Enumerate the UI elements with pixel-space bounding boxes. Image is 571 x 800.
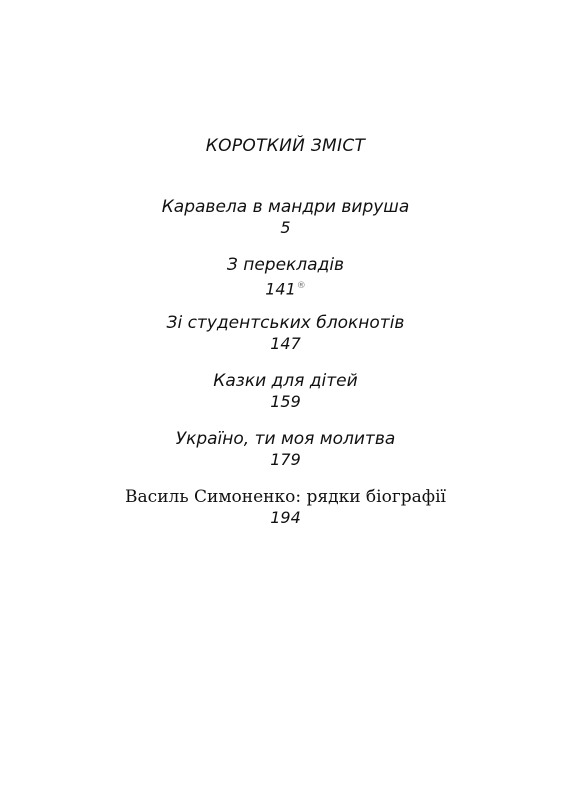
toc-entry-page: 194 (270, 508, 301, 527)
ink-mark: ® (296, 281, 306, 291)
toc-entry (0, 254, 571, 299)
toc-entry-page-wrap (0, 276, 571, 299)
toc-entry (0, 428, 571, 470)
toc-entry (0, 196, 571, 238)
toc-entry-title: Україно, ти моя молитва (175, 429, 396, 449)
toc-entry-title: Василь Симоненко: рядки біографії (125, 487, 446, 507)
toc-entry-title: Казки для дітей (213, 371, 358, 391)
toc-entry (0, 312, 571, 354)
toc-entry-title: З перекладів (226, 255, 345, 275)
toc-entry-page: 5 (280, 218, 291, 237)
toc-entry-title: Каравела в мандри вируша (161, 197, 410, 217)
toc-entry-title: Зі студентських блокнотів (166, 313, 405, 333)
toc-entry-page: 179 (270, 450, 301, 469)
toc-entry (0, 486, 571, 528)
toc-entry-page: 141 (265, 279, 296, 299)
toc-entry-page: 159 (270, 392, 301, 411)
toc-entry-page: 147 (270, 334, 301, 353)
toc-entry (0, 370, 571, 412)
page-title: КОРОТКИЙ ЗМІСТ (205, 136, 366, 156)
